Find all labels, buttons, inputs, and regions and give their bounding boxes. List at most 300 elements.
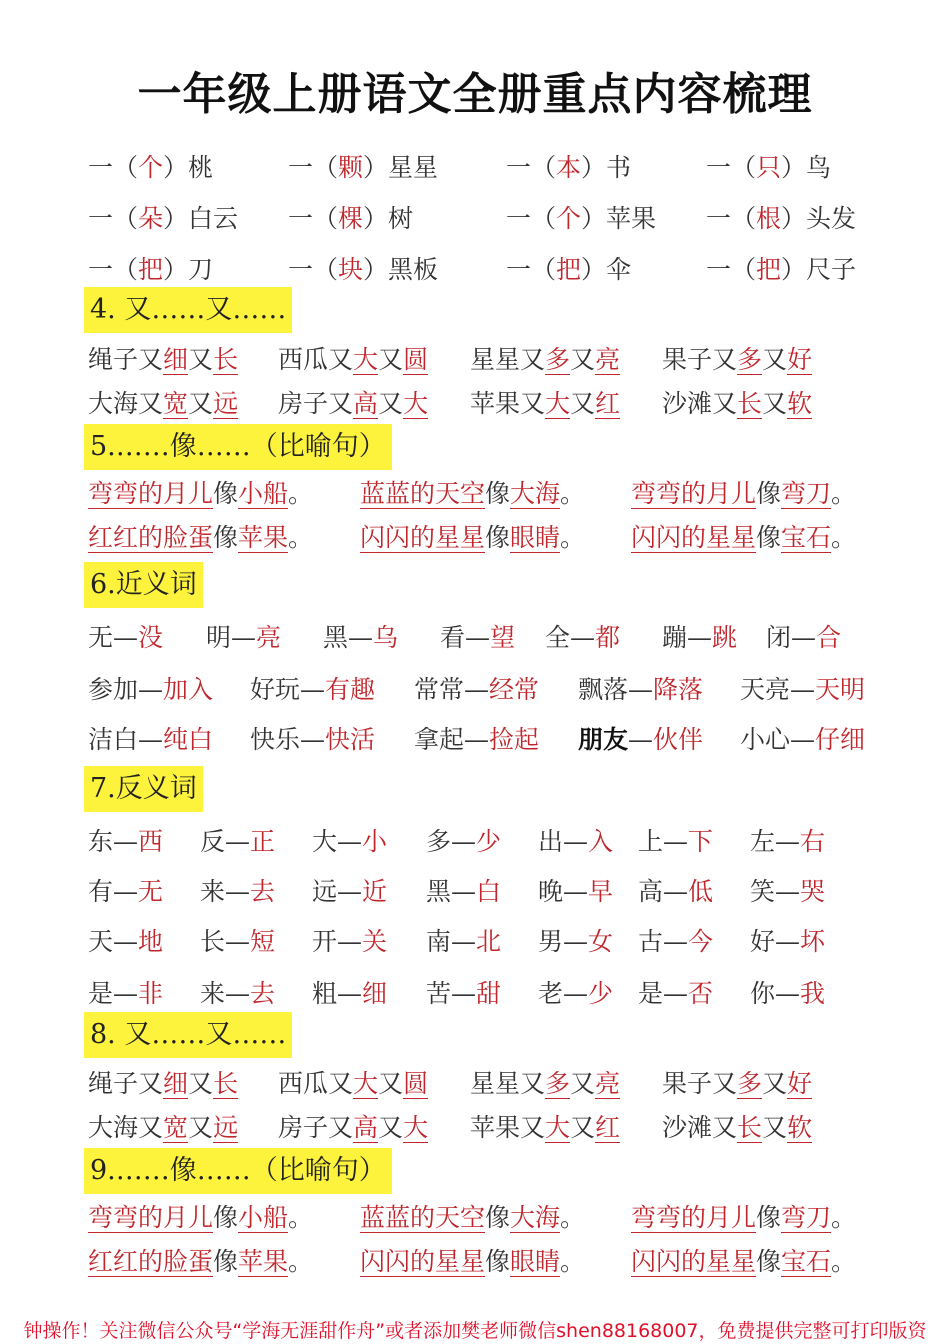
youyou-adjective: 亮 xyxy=(595,345,621,374)
youyou-subject: 房子 xyxy=(278,389,329,418)
antonym-item xyxy=(312,872,387,912)
youyou-adjective: 大 xyxy=(353,345,379,374)
youyou-connector: 又 xyxy=(570,389,596,418)
synonym-match: 乌 xyxy=(373,623,399,652)
synonym-match: 捡起 xyxy=(489,725,540,754)
youyou-connector: 又 xyxy=(762,345,788,374)
antonym-match: 西 xyxy=(138,827,164,856)
antonym-item xyxy=(312,974,387,1014)
measure-suffix: ）树 xyxy=(363,204,414,233)
section-heading-6: 6.近义词 xyxy=(84,562,203,608)
youyou-item xyxy=(278,1108,428,1148)
dash: — xyxy=(563,927,589,956)
antonym-match: 细 xyxy=(362,979,388,1008)
dash: — xyxy=(628,675,654,704)
dash: — xyxy=(451,927,477,956)
youyou-adjective: 多 xyxy=(545,1069,571,1098)
antonym-word: 多 xyxy=(426,827,452,856)
dash: — xyxy=(790,675,816,704)
antonym-word: 南 xyxy=(426,927,452,956)
youyou-connector: 又 xyxy=(138,345,164,374)
youyou-connector: 又 xyxy=(138,1113,164,1142)
youyou-adjective: 软 xyxy=(787,389,813,418)
simile-object: 眼睛 xyxy=(510,523,561,552)
simile-connector: 像 xyxy=(213,1247,239,1276)
dash: — xyxy=(451,877,477,906)
youyou-adjective: 细 xyxy=(163,345,189,374)
synonym-match: 仔细 xyxy=(815,725,866,754)
antonym-word: 老 xyxy=(538,979,564,1008)
antonym-word: 大 xyxy=(312,827,338,856)
synonym-item xyxy=(250,670,375,710)
synonym-match: 加入 xyxy=(163,675,214,704)
synonym-item xyxy=(740,670,865,710)
dash: — xyxy=(113,927,139,956)
dash: — xyxy=(451,979,477,1008)
simile-item xyxy=(360,474,585,514)
antonym-match: 入 xyxy=(588,827,614,856)
antonym-match: 少 xyxy=(588,979,614,1008)
antonym-word: 高 xyxy=(638,877,664,906)
measure-suffix: ）头发 xyxy=(781,204,857,233)
dash: — xyxy=(225,827,251,856)
youyou-subject: 果子 xyxy=(662,345,713,374)
dash: — xyxy=(563,877,589,906)
antonym-match: 去 xyxy=(250,979,276,1008)
synonym-match: 亮 xyxy=(256,623,282,652)
simile-connector: 像 xyxy=(485,1247,511,1276)
synonym-match: 降落 xyxy=(653,675,704,704)
youyou-item xyxy=(88,1108,238,1148)
antonym-word: 长 xyxy=(200,927,226,956)
simile-period: 。 xyxy=(560,1247,586,1276)
synonym-item xyxy=(578,670,703,710)
youyou-adjective: 圆 xyxy=(403,1069,429,1098)
antonym-word: 上 xyxy=(638,827,664,856)
youyou-subject: 大海 xyxy=(88,389,139,418)
dash: — xyxy=(225,979,251,1008)
youyou-adjective: 大 xyxy=(545,389,571,418)
youyou-connector: 又 xyxy=(138,1069,164,1098)
youyou-connector: 又 xyxy=(712,345,738,374)
measure-word: 根 xyxy=(756,204,782,233)
synonym-match: 跳 xyxy=(712,623,738,652)
antonym-match: 非 xyxy=(138,979,164,1008)
section-heading-5: 5.……像……（比喻句） xyxy=(84,424,392,470)
simile-connector: 像 xyxy=(213,523,239,552)
antonym-match: 地 xyxy=(138,927,164,956)
youyou-connector: 又 xyxy=(378,389,404,418)
simile-object: 小船 xyxy=(238,479,289,508)
simile-object: 弯刀 xyxy=(781,1203,832,1232)
simile-connector: 像 xyxy=(213,1203,239,1232)
simile-subject: 闪闪的星星 xyxy=(360,523,486,552)
antonym-item xyxy=(88,922,163,962)
measure-word-item xyxy=(88,250,213,290)
synonym-match: 伙伴 xyxy=(653,725,704,754)
youyou-connector: 又 xyxy=(378,345,404,374)
simile-item xyxy=(360,518,585,558)
antonym-item xyxy=(200,974,275,1014)
measure-suffix: ）书 xyxy=(581,153,632,182)
dash: — xyxy=(300,675,326,704)
youyou-connector: 又 xyxy=(378,1113,404,1142)
simile-subject: 闪闪的星星 xyxy=(360,1247,486,1276)
synonym-item xyxy=(206,618,281,658)
dash: — xyxy=(138,725,164,754)
simile-item xyxy=(631,518,856,558)
antonym-item xyxy=(750,872,825,912)
synonym-match: 经常 xyxy=(489,675,540,704)
youyou-adjective: 远 xyxy=(213,1113,239,1142)
measure-prefix: 一（ xyxy=(506,204,557,233)
youyou-connector: 又 xyxy=(328,1113,354,1142)
youyou-connector: 又 xyxy=(328,389,354,418)
footer-banner: 钟操作！关注微信公众号“学海无涯甜作舟”或者添加樊老师微信shen88168007，免费提供完整可打印版资 xyxy=(23,1320,927,1342)
antonym-item xyxy=(312,822,387,862)
antonym-word: 晚 xyxy=(538,877,564,906)
dash: — xyxy=(775,877,801,906)
antonym-item xyxy=(88,822,163,862)
dash: — xyxy=(465,623,491,652)
youyou-connector: 又 xyxy=(762,1069,788,1098)
antonym-item xyxy=(638,822,713,862)
synonym-match: 都 xyxy=(595,623,621,652)
antonym-match: 下 xyxy=(688,827,714,856)
measure-prefix: 一（ xyxy=(706,153,757,182)
dash: — xyxy=(663,827,689,856)
youyou-item xyxy=(88,384,238,424)
youyou-connector: 又 xyxy=(762,389,788,418)
synonym-word: 朋友 xyxy=(578,725,629,754)
antonym-item xyxy=(750,974,825,1014)
antonym-item xyxy=(750,822,825,862)
youyou-item xyxy=(88,1064,238,1104)
section-heading-9: 9.……像……（比喻句） xyxy=(84,1148,392,1194)
youyou-adjective: 多 xyxy=(545,345,571,374)
youyou-item xyxy=(470,1108,620,1148)
youyou-subject: 沙滩 xyxy=(662,389,713,418)
synonym-item xyxy=(250,720,375,760)
youyou-subject: 房子 xyxy=(278,1113,329,1142)
dash: — xyxy=(300,725,326,754)
dash: — xyxy=(464,675,490,704)
measure-word-item xyxy=(706,199,856,239)
antonym-word: 来 xyxy=(200,877,226,906)
youyou-item xyxy=(88,340,238,380)
dash: — xyxy=(451,827,477,856)
youyou-connector: 又 xyxy=(570,1069,596,1098)
dash: — xyxy=(663,927,689,956)
antonym-item xyxy=(426,922,501,962)
synonym-item xyxy=(414,670,539,710)
antonym-word: 古 xyxy=(638,927,664,956)
youyou-adjective: 大 xyxy=(353,1069,379,1098)
antonym-match: 甜 xyxy=(476,979,502,1008)
youyou-subject: 星星 xyxy=(470,1069,521,1098)
simile-item xyxy=(88,518,313,558)
synonym-match: 没 xyxy=(138,623,164,652)
youyou-adjective: 亮 xyxy=(595,1069,621,1098)
antonym-item xyxy=(538,974,613,1014)
youyou-adjective: 多 xyxy=(737,1069,763,1098)
antonym-item xyxy=(200,822,275,862)
synonym-item xyxy=(88,618,163,658)
youyou-connector: 又 xyxy=(328,345,354,374)
measure-suffix: ）黑板 xyxy=(363,255,439,284)
simile-object: 宝石 xyxy=(781,523,832,552)
antonym-item xyxy=(88,872,163,912)
antonym-item xyxy=(538,922,613,962)
synonym-match: 快活 xyxy=(325,725,376,754)
synonym-word: 快乐 xyxy=(250,725,301,754)
antonym-word: 左 xyxy=(750,827,776,856)
simile-object: 眼睛 xyxy=(510,1247,561,1276)
youyou-connector: 又 xyxy=(520,345,546,374)
measure-word-item xyxy=(506,148,631,188)
simile-object: 苹果 xyxy=(238,523,289,552)
measure-suffix: ）尺子 xyxy=(781,255,857,284)
synonym-word: 好玩 xyxy=(250,675,301,704)
simile-period: 。 xyxy=(288,523,314,552)
dash: — xyxy=(775,827,801,856)
youyou-adjective: 长 xyxy=(213,1069,239,1098)
dash: — xyxy=(113,877,139,906)
youyou-item xyxy=(662,1108,812,1148)
youyou-item xyxy=(662,384,812,424)
antonym-word: 粗 xyxy=(312,979,338,1008)
measure-word: 棵 xyxy=(338,204,364,233)
dash: — xyxy=(464,725,490,754)
synonym-word: 闭 xyxy=(766,623,792,652)
antonym-word: 天 xyxy=(88,927,114,956)
youyou-subject: 苹果 xyxy=(470,1113,521,1142)
synonym-word: 参加 xyxy=(88,675,139,704)
simile-item xyxy=(88,1198,313,1238)
antonym-match: 近 xyxy=(362,877,388,906)
measure-prefix: 一（ xyxy=(288,153,339,182)
synonym-match: 有趣 xyxy=(325,675,376,704)
simile-connector: 像 xyxy=(213,479,239,508)
simile-object: 弯刀 xyxy=(781,479,832,508)
antonym-word: 好 xyxy=(750,927,776,956)
youyou-connector: 又 xyxy=(712,389,738,418)
youyou-adjective: 远 xyxy=(213,389,239,418)
simile-period: 。 xyxy=(288,479,314,508)
dash: — xyxy=(231,623,257,652)
antonym-item xyxy=(426,872,501,912)
antonym-item xyxy=(638,872,713,912)
synonym-item xyxy=(766,618,841,658)
measure-word-item xyxy=(506,199,656,239)
antonym-word: 出 xyxy=(538,827,564,856)
youyou-adjective: 好 xyxy=(787,345,813,374)
simile-item xyxy=(88,474,313,514)
simile-connector: 像 xyxy=(756,1247,782,1276)
simile-subject: 弯弯的月儿 xyxy=(631,479,757,508)
youyou-adjective: 红 xyxy=(595,1113,621,1142)
simile-period: 。 xyxy=(560,523,586,552)
youyou-connector: 又 xyxy=(570,345,596,374)
simile-object: 小船 xyxy=(238,1203,289,1232)
youyou-adjective: 多 xyxy=(737,345,763,374)
youyou-adjective: 长 xyxy=(737,389,763,418)
dash: — xyxy=(775,979,801,1008)
dash: — xyxy=(663,979,689,1008)
youyou-adjective: 大 xyxy=(403,389,429,418)
dash: — xyxy=(687,623,713,652)
antonym-match: 早 xyxy=(588,877,614,906)
measure-prefix: 一（ xyxy=(288,204,339,233)
youyou-adjective: 宽 xyxy=(163,389,189,418)
antonym-item xyxy=(200,872,275,912)
measure-prefix: 一（ xyxy=(706,255,757,284)
youyou-subject: 西瓜 xyxy=(278,1069,329,1098)
youyou-connector: 又 xyxy=(188,345,214,374)
youyou-item xyxy=(662,1064,812,1104)
antonym-match: 短 xyxy=(250,927,276,956)
youyou-connector: 又 xyxy=(138,389,164,418)
measure-prefix: 一（ xyxy=(706,204,757,233)
youyou-item xyxy=(470,340,620,380)
antonym-match: 北 xyxy=(476,927,502,956)
synonym-item xyxy=(323,618,398,658)
dash: — xyxy=(113,827,139,856)
synonym-word: 全 xyxy=(545,623,571,652)
synonym-word: 黑 xyxy=(323,623,349,652)
youyou-connector: 又 xyxy=(520,389,546,418)
simile-connector: 像 xyxy=(756,479,782,508)
section-heading-4: 4. 又……又…… xyxy=(84,287,292,333)
youyou-item xyxy=(470,1064,620,1104)
antonym-word: 你 xyxy=(750,979,776,1008)
simile-subject: 蓝蓝的天空 xyxy=(360,479,486,508)
synonym-word: 拿起 xyxy=(414,725,465,754)
measure-suffix: ）鸟 xyxy=(781,153,832,182)
measure-prefix: 一（ xyxy=(288,255,339,284)
antonym-match: 小 xyxy=(362,827,388,856)
simile-subject: 弯弯的月儿 xyxy=(88,1203,214,1232)
synonym-match: 望 xyxy=(490,623,516,652)
antonym-match: 今 xyxy=(688,927,714,956)
antonym-match: 正 xyxy=(250,827,276,856)
antonym-match: 女 xyxy=(588,927,614,956)
youyou-adjective: 高 xyxy=(353,1113,379,1142)
synonym-item xyxy=(88,670,213,710)
simile-period: 。 xyxy=(831,1247,857,1276)
simile-item xyxy=(88,1242,313,1282)
measure-word: 朵 xyxy=(138,204,164,233)
measure-word: 把 xyxy=(556,255,582,284)
dash: — xyxy=(563,827,589,856)
youyou-connector: 又 xyxy=(520,1113,546,1142)
antonym-match: 低 xyxy=(688,877,714,906)
dash: — xyxy=(563,979,589,1008)
antonym-word: 反 xyxy=(200,827,226,856)
youyou-connector: 又 xyxy=(570,1113,596,1142)
youyou-subject: 西瓜 xyxy=(278,345,329,374)
section-heading-7: 7.反义词 xyxy=(84,766,203,812)
measure-suffix: ）桃 xyxy=(163,153,214,182)
measure-word-item xyxy=(88,199,238,239)
simile-item xyxy=(631,474,856,514)
synonym-match: 天明 xyxy=(815,675,866,704)
antonym-word: 苦 xyxy=(426,979,452,1008)
antonym-word: 是 xyxy=(88,979,114,1008)
measure-word-item xyxy=(288,250,438,290)
synonym-word: 看 xyxy=(440,623,466,652)
measure-suffix: ）星星 xyxy=(363,153,439,182)
simile-connector: 像 xyxy=(756,1203,782,1232)
youyou-adjective: 宽 xyxy=(163,1113,189,1142)
youyou-connector: 又 xyxy=(188,1069,214,1098)
antonym-word: 远 xyxy=(312,877,338,906)
youyou-item xyxy=(278,340,428,380)
synonym-item xyxy=(578,720,703,760)
measure-word: 只 xyxy=(756,153,782,182)
youyou-subject: 绳子 xyxy=(88,345,139,374)
synonym-item xyxy=(440,618,515,658)
youyou-connector: 又 xyxy=(378,1069,404,1098)
youyou-adjective: 圆 xyxy=(403,345,429,374)
simile-period: 。 xyxy=(560,479,586,508)
simile-period: 。 xyxy=(288,1203,314,1232)
antonym-item xyxy=(538,822,613,862)
synonym-item xyxy=(88,720,213,760)
simile-object: 大海 xyxy=(510,479,561,508)
measure-word-item xyxy=(288,199,413,239)
simile-connector: 像 xyxy=(485,479,511,508)
simile-subject: 弯弯的月儿 xyxy=(88,479,214,508)
antonym-word: 是 xyxy=(638,979,664,1008)
antonym-item xyxy=(426,974,501,1014)
simile-object: 宝石 xyxy=(781,1247,832,1276)
measure-prefix: 一（ xyxy=(88,204,139,233)
measure-suffix: ）伞 xyxy=(581,255,632,284)
simile-connector: 像 xyxy=(485,1203,511,1232)
simile-subject: 红红的脸蛋 xyxy=(88,1247,214,1276)
antonym-item xyxy=(88,974,163,1014)
dash: — xyxy=(138,675,164,704)
youyou-adjective: 软 xyxy=(787,1113,813,1142)
dash: — xyxy=(628,725,654,754)
antonym-match: 坏 xyxy=(800,927,826,956)
dash: — xyxy=(225,877,251,906)
measure-word: 本 xyxy=(556,153,582,182)
antonym-word: 黑 xyxy=(426,877,452,906)
youyou-adjective: 高 xyxy=(353,389,379,418)
antonym-word: 笑 xyxy=(750,877,776,906)
simile-subject: 闪闪的星星 xyxy=(631,523,757,552)
measure-suffix: ）白云 xyxy=(163,204,239,233)
measure-word-item xyxy=(706,148,831,188)
simile-period: 。 xyxy=(831,523,857,552)
youyou-connector: 又 xyxy=(762,1113,788,1142)
antonym-item xyxy=(638,974,713,1014)
youyou-subject: 沙滩 xyxy=(662,1113,713,1142)
simile-period: 。 xyxy=(560,1203,586,1232)
antonym-match: 少 xyxy=(476,827,502,856)
measure-prefix: 一（ xyxy=(506,255,557,284)
synonym-match: 纯白 xyxy=(163,725,214,754)
antonym-match: 哭 xyxy=(800,877,826,906)
synonym-word: 洁白 xyxy=(88,725,139,754)
antonym-match: 去 xyxy=(250,877,276,906)
antonym-item xyxy=(200,922,275,962)
synonym-item xyxy=(662,618,737,658)
antonym-match: 关 xyxy=(362,927,388,956)
youyou-subject: 苹果 xyxy=(470,389,521,418)
